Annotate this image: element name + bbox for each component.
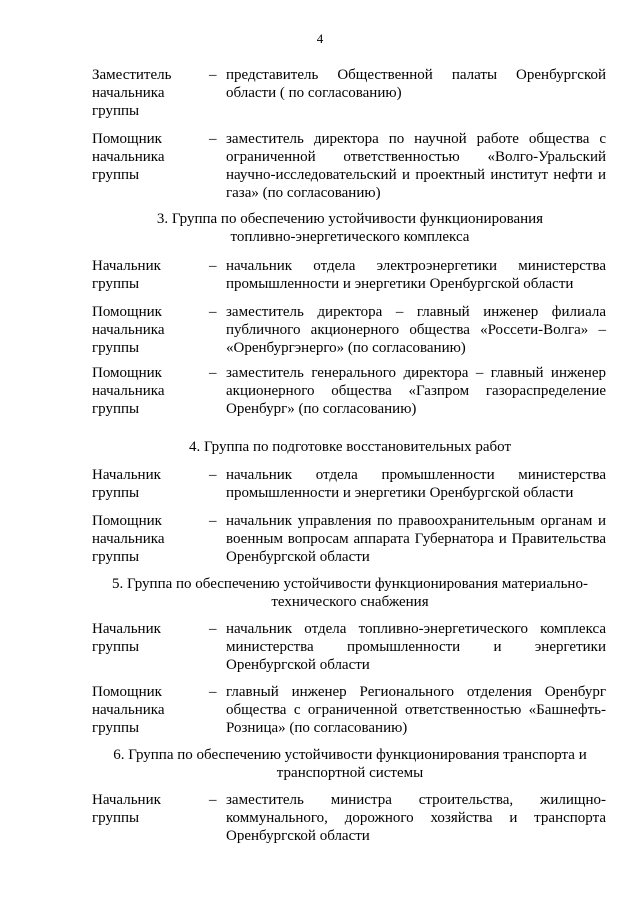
member-entry — [92, 791, 606, 845]
member-entry — [92, 130, 606, 202]
dash: – — [209, 258, 217, 274]
dash: – — [209, 792, 217, 808]
member-entry — [92, 620, 606, 674]
member-role: Помощник начальника группы — [92, 365, 165, 417]
member-entry — [92, 66, 606, 120]
group-heading: 6. Группа по обеспечению устойчивости функционирования транспорта и транспортной системы — [113, 747, 587, 781]
group-heading: 4. Группа по подготовке восстановительных работ — [188, 439, 512, 455]
dash: – — [209, 684, 217, 700]
member-description: заместитель директора по научной работе общества с ограниченной ответственностью «Волго-Уральский научно-исследовательский и проектный институт нефти и газа» (по согласованию) — [226, 131, 606, 201]
member-entry — [92, 303, 606, 357]
member-role: Помощник начальника группы — [92, 684, 165, 736]
member-role: Начальник группы — [92, 258, 161, 292]
dash: – — [209, 365, 217, 381]
page-number: 4 — [316, 31, 324, 46]
member-role: Начальник группы — [92, 792, 161, 826]
member-description: заместитель генерального директора – главный инженер акционерного общества «Газпром газораспределение Оренбург» (по согласованию) — [226, 365, 606, 417]
member-description: главный инженер Регионального отделения Оренбург общества с ограниченной ответственностью «Башнефть-Розница» (по согласованию) — [226, 684, 606, 736]
member-entry — [92, 683, 606, 737]
member-description: начальник отдела топливно-энергетического комплекса министерства промышленности и энергетики Оренбургской области — [226, 621, 606, 673]
member-description: начальник отдела электроэнергетики министерства промышленности и энергетики Оренбургской области — [226, 258, 606, 292]
member-description: заместитель директора – главный инженер филиала публичного акционерного общества «Россети-Волга» – «Оренбургэнерго» (по согласованию) — [226, 304, 606, 356]
member-description: заместитель министра строительства, жилищно-коммунального, дорожного хозяйства и транспорта Оренбургской области — [226, 792, 606, 844]
member-role: Помощник начальника группы — [92, 304, 165, 356]
member-role: Начальник группы — [92, 467, 161, 501]
dash: – — [209, 513, 217, 529]
group-heading: 3. Группа по обеспечению устойчивости функционирования топливно-энергетического комплекса — [156, 211, 544, 245]
member-entry — [92, 512, 606, 566]
group-heading: 5. Группа по обеспечению устойчивости функционирования материально- технического снабжения — [112, 576, 588, 610]
member-entry — [92, 466, 606, 502]
member-role: Помощник начальника группы — [92, 131, 165, 183]
member-entry — [92, 364, 606, 418]
member-role: Заместитель начальника группы — [92, 67, 172, 119]
member-description: начальник управления по правоохранительным органам и военным вопросам аппарата Губернатора и Правительства Оренбургской области — [226, 513, 606, 565]
dash: – — [209, 131, 217, 147]
member-entry — [92, 257, 606, 293]
dash: – — [209, 621, 217, 637]
dash: – — [209, 67, 217, 83]
member-description: представитель Общественной палаты Оренбургской области ( по согласованию) — [226, 67, 606, 101]
dash: – — [209, 467, 217, 483]
dash: – — [209, 304, 217, 320]
member-role: Помощник начальника группы — [92, 513, 165, 565]
member-role: Начальник группы — [92, 621, 161, 655]
member-description: начальник отдела промышленности министерства промышленности и энергетики Оренбургской области — [226, 467, 606, 501]
